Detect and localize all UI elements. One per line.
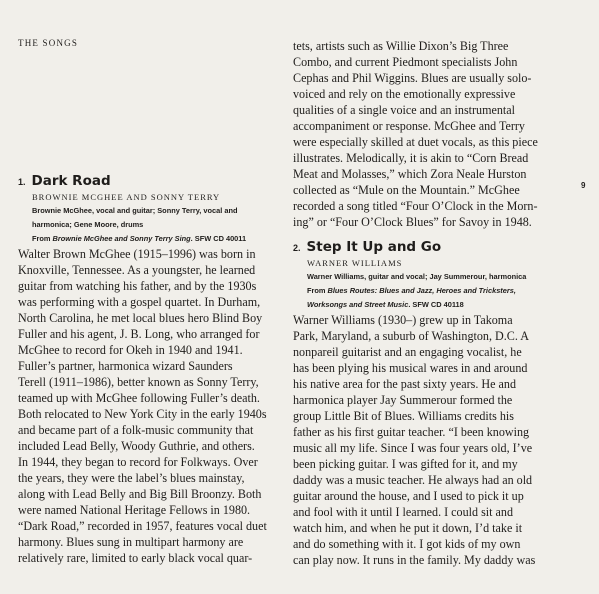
text-line: teamed up with McGhee following Fuller’s death. [18, 391, 260, 405]
text-line: illustrates. Melodically, it is akin to “Corn Bread [293, 151, 529, 165]
source-album-title: Worksongs and Street Music [307, 300, 409, 309]
text-line: music all my life. Since I was four years old, I’ve [293, 441, 533, 455]
text-line: relatively rare, limited to early black vocal quar- [18, 551, 253, 565]
text-line: collected as “Mule on the Mountain.” McGhee [293, 183, 520, 197]
source-album-title: Blues Routes: Blues and Jazz, Heroes and Tricksters, [327, 286, 516, 295]
text-line: Park, Maryland, a suburb of Washington, D.C. A [293, 329, 529, 343]
text-line: Knoxville, Tennessee. As a youngster, he learned [18, 263, 256, 277]
text-line: watch him, and when he put it down, I’d take it [293, 521, 523, 535]
track-heading-2 [293, 238, 558, 257]
track-notes-2 [293, 312, 558, 568]
text-line: the years, they were the label’s blues mainstay, [18, 471, 245, 485]
text-line: Fuller’s partner, harmonica wizard Saunders [18, 359, 233, 373]
text-line: father as his first guitar teacher. “I been knowing [293, 425, 530, 439]
text-line: Combo, and current Piedmont specialists John [293, 55, 518, 69]
text-line: his native area for the past sixty years. He and [293, 377, 516, 391]
text-line: were especially skilled at duet vocals, as this piece [293, 135, 538, 149]
text-line: qualities of a single voice and an instrumental [293, 103, 515, 117]
track-credit-line: Warner Williams, guitar and vocal; Jay Summerour, harmonica [307, 272, 527, 281]
right-column [293, 38, 558, 568]
track-number: 2. [293, 243, 301, 253]
track-source [32, 232, 283, 246]
track-credit-line: harmonica; Gene Moore, drums [32, 220, 144, 229]
page-number: 9 [581, 181, 586, 190]
text-line: along with Lead Belly and Big Bill Broonzy. Both [18, 487, 262, 501]
text-line: McGhee to record for Okeh in 1940 and 1941. [18, 343, 243, 357]
track-source-continued [307, 298, 558, 312]
text-line: has been plying his musical wares in and around [293, 361, 528, 375]
text-line: daddy was a music teacher. He always had an old [293, 473, 533, 487]
text-line: were named National Heritage Fellows in 1980. [18, 503, 251, 517]
source-catalog: . SFW CD 40011 [190, 234, 247, 243]
text-line: Walter Brown McGhee (1915–1996) was born in [18, 247, 256, 261]
text-line: voiced and rely on the emotionally expressive [293, 87, 516, 101]
track-title: Dark Road [31, 173, 111, 189]
text-line: been picking guitar. I was gifted for it, and my [293, 457, 518, 471]
text-line: accompaniment or response. McGhee and Terry [293, 119, 525, 133]
source-album-title: Brownie McGhee and Sonny Terry Sing [52, 234, 191, 243]
track-artists: WARNER WILLIAMS [307, 258, 403, 268]
source-prefix: From [307, 286, 328, 295]
text-line: nonpareil guitarist and an engaging vocalist, he [293, 345, 522, 359]
track-notes-1 [18, 246, 283, 566]
text-line: North Carolina, he met local blues hero Blind Boy [18, 311, 263, 325]
text-line: guitar from watching his father, and by the 1930s [18, 279, 257, 293]
source-prefix: From [32, 234, 53, 243]
text-line: Both relocated to New York City in the early 1940s [18, 407, 267, 421]
left-column [18, 172, 283, 566]
text-line: recorded a song titled “Four O’Clock in the Morn- [293, 199, 538, 213]
text-line: harmonica player Jay Summerour formed the [293, 393, 513, 407]
track-source [307, 284, 558, 298]
text-line: Fuller and his agent, J. B. Long, who arranged for [18, 327, 260, 341]
text-line: and fool with it until I learned. I could sit and [293, 505, 513, 519]
text-line: was performing with a gospel quartet. In Durham, [18, 295, 261, 309]
track-artists: BROWNIE MCGHEE AND SONNY TERRY [32, 192, 221, 202]
text-line: guitar around the house, and I used to pick it up [293, 489, 524, 503]
text-line: Cephas and Phil Wiggins. Blues are usually solo- [293, 71, 532, 85]
text-line: harmony. Blues sung in multipart harmony are [18, 535, 244, 549]
text-line: Warner Williams (1930–) grew up in Takoma [293, 313, 513, 327]
text-line: included Lead Belly, Woody Guthrie, and others. [18, 439, 255, 453]
text-line: “Dark Road,” recorded in 1957, features vocal duet [18, 519, 267, 533]
track-title: Step It Up and Go [306, 239, 442, 255]
text-line: and became part of a folk-music community that [18, 423, 254, 437]
text-line: tets, artists such as Willie Dixon’s Big Three [293, 39, 509, 53]
text-line: group Little Bit of Blues. Williams credits his [293, 409, 514, 423]
source-catalog: . SFW CD 40118 [408, 300, 464, 309]
running-head: THE SONGS [18, 38, 79, 48]
text-line: Terell (1911–1986), better known as Sonny Terry, [18, 375, 259, 389]
text-line: can play now. It runs in the family. My daddy was [293, 553, 536, 567]
track-heading-1 [18, 172, 283, 191]
text-line: ing” or “Four O’Clock Blues” for Savoy in 1948. [293, 215, 532, 229]
track-number: 1. [18, 177, 26, 187]
text-line: Meat and Molasses,” which Zora Neale Hurston [293, 167, 527, 181]
text-line: In 1944, they began to record for Folkways. Over [18, 455, 258, 469]
track-notes-1-continued [293, 38, 558, 230]
text-line: and do something with it. I got kids of my own [293, 537, 521, 551]
track-credit-line: Brownie McGhee, vocal and guitar; Sonny Terry, vocal and [32, 206, 238, 215]
